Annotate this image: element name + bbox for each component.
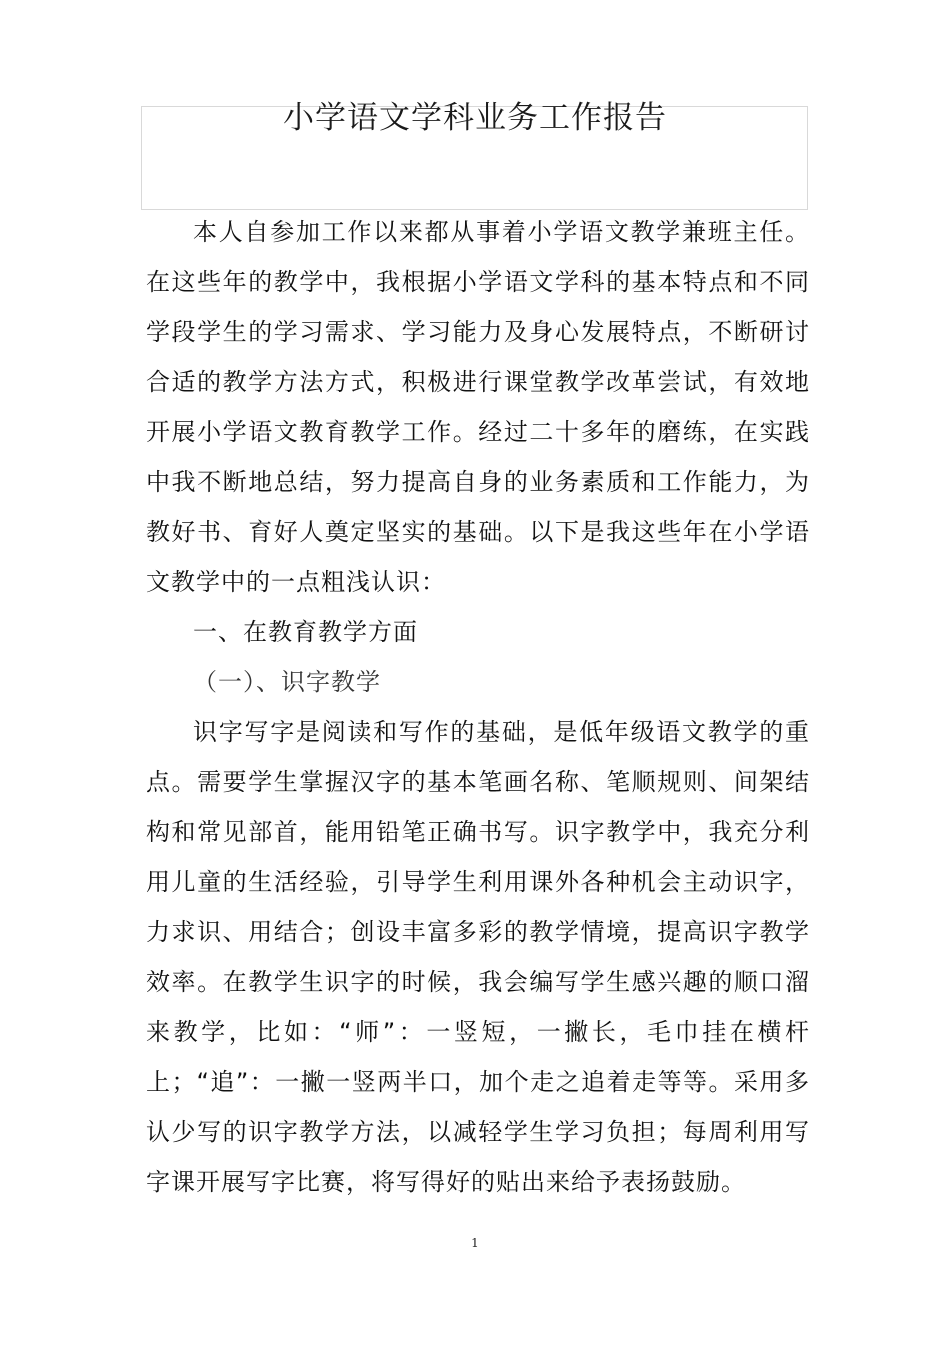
literacy-paragraph: 识字写字是阅读和写作的基础，是低年级语文教学的重点。需要学生掌握汉字的基本笔画名称、笔顺规则、间架结构和常见部首，能用铅笔正确书写。识字教学中，我充分利用儿童的生活经验，引导学生利用课外各种机会主动识字，力求识、用结合；创设丰富多彩的教学情境，提高识字教学效率。在教学生识字的时候，我会编写学生感兴趣的顺口溜来教学，比如：“师”：一竖短，一撇长，毛巾挂在横杆上；“追”：一撇一竖两半口，加个走之追着走等等。采用多认少写的识字教学方法，以减轻学生学习负担；每周利用写字课开展写字比赛，将写得好的贴出来给予表扬鼓励。 — [146, 718, 810, 1196]
page-number: 1 — [471, 1236, 479, 1250]
document-body — [146, 207, 810, 1207]
subsection-heading: （一）、识字教学 — [193, 668, 381, 696]
intro-paragraph: 本人自参加工作以来都从事着小学语文教学兼班主任。在这些年的教学中，我根据小学语文学科的基本特点和不同学段学生的学习需求、学习能力及身心发展特点，不断研讨合适的教学方法方式，积极进行课堂教学改革尝试，有效地开展小学语文教育教学工作。经过二十多年的磨练，在实践中我不断地总结，努力提高自身的业务素质和工作能力，为教好书、育好人奠定坚实的基础。以下是我这些年在小学语文教学中的一点粗浅认识： — [146, 218, 810, 596]
document-title: 小学语文学科业务工作报告 — [283, 100, 667, 136]
section-heading: 一、在教育教学方面 — [193, 618, 418, 646]
